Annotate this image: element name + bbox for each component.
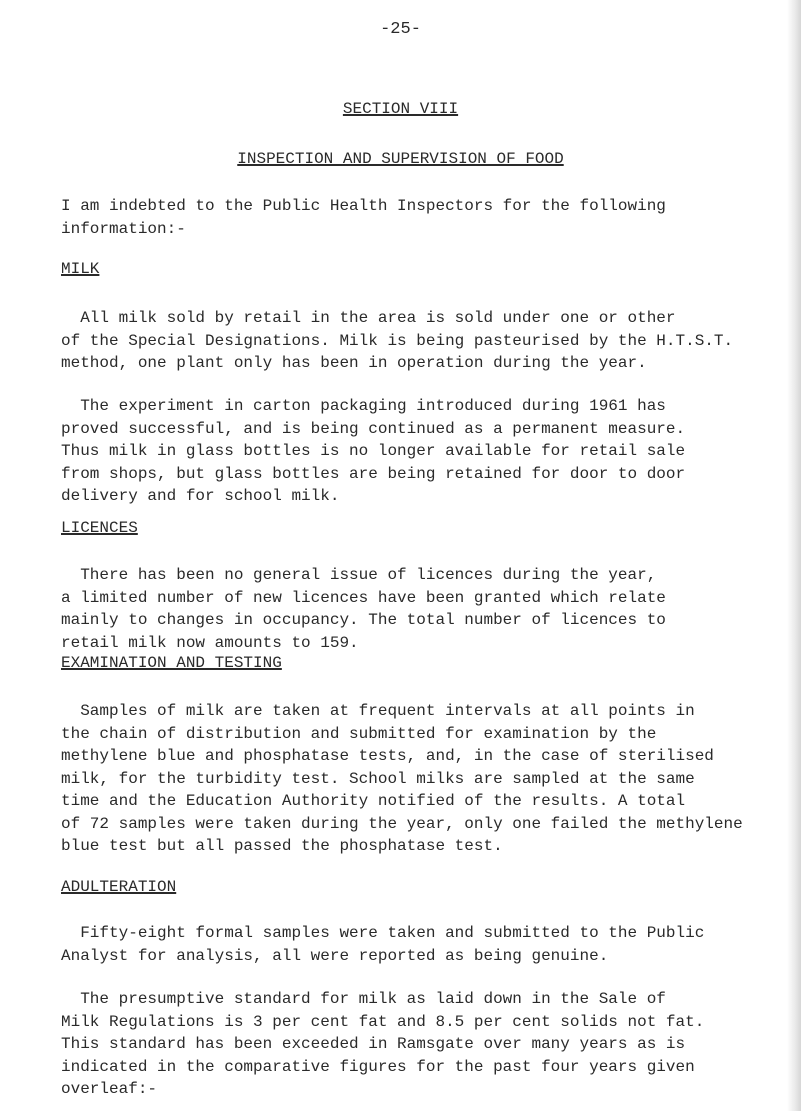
adulteration-paragraph-1: Fifty-eight formal samples were taken and submitted to the Public Analyst for analysis, all were reported as being genuine. (61, 924, 705, 965)
adulteration-heading-text: ADULTERATION (61, 878, 177, 896)
milk-paragraph-1: All milk sold by retail in the area is sold under one or other of the Special Designations. Milk is being pasteurised by the H.T.S.T. method, one plant only has been in operation during the year. (61, 309, 734, 372)
page-number: -25- (380, 20, 421, 39)
licences-heading (61, 519, 138, 537)
page-title-text: INSPECTION AND SUPERVISION OF FOOD (237, 150, 564, 168)
section-heading (0, 100, 801, 118)
examination-heading-text: EXAMINATION AND TESTING (61, 654, 282, 672)
milk-heading (61, 260, 99, 278)
examination-paragraph: Samples of milk are taken at frequent intervals at all points in the chain of distribution and submitted for examination by the methylene blue and phosphatase tests, and, in the case of sterilised milk, for the turbidity test. School milks are sampled at the same time and the Education Authority notified of the results. A total of 72 samples were taken during the year, only one failed the methylene blue test but all passed the phosphatase test. (61, 702, 743, 855)
examination-heading (61, 654, 282, 672)
licences-paragraph: There has been no general issue of licences during the year, a limited number of new licences have been granted which relate mainly to changes in occupancy. The total number of licences to retail milk now amounts to 159. (61, 566, 666, 652)
milk-heading-text: MILK (61, 260, 100, 278)
section-heading-text: SECTION VIII (342, 100, 459, 118)
page-title (0, 150, 801, 168)
milk-paragraph-2: The experiment in carton packaging introduced during 1961 has proved successful, and is being continued as a permanent measure. Thus milk in glass bottles is no longer available for retail sale from shops, but glass bottles are being retained for door to door delivery and for school milk. (61, 397, 686, 505)
intro-paragraph: I am indebted to the Public Health Inspectors for the following information:- (61, 197, 666, 238)
licences-heading-text: LICENCES (61, 519, 138, 537)
adulteration-heading (61, 878, 176, 896)
adulteration-paragraph-2: The presumptive standard for milk as laid down in the Sale of Milk Regulations is 3 per cent fat and 8.5 per cent solids not fat. This standard has been exceeded in Ramsgate over many years as is indicated in the comparative figures for the past four years given overleaf:- (61, 990, 705, 1098)
